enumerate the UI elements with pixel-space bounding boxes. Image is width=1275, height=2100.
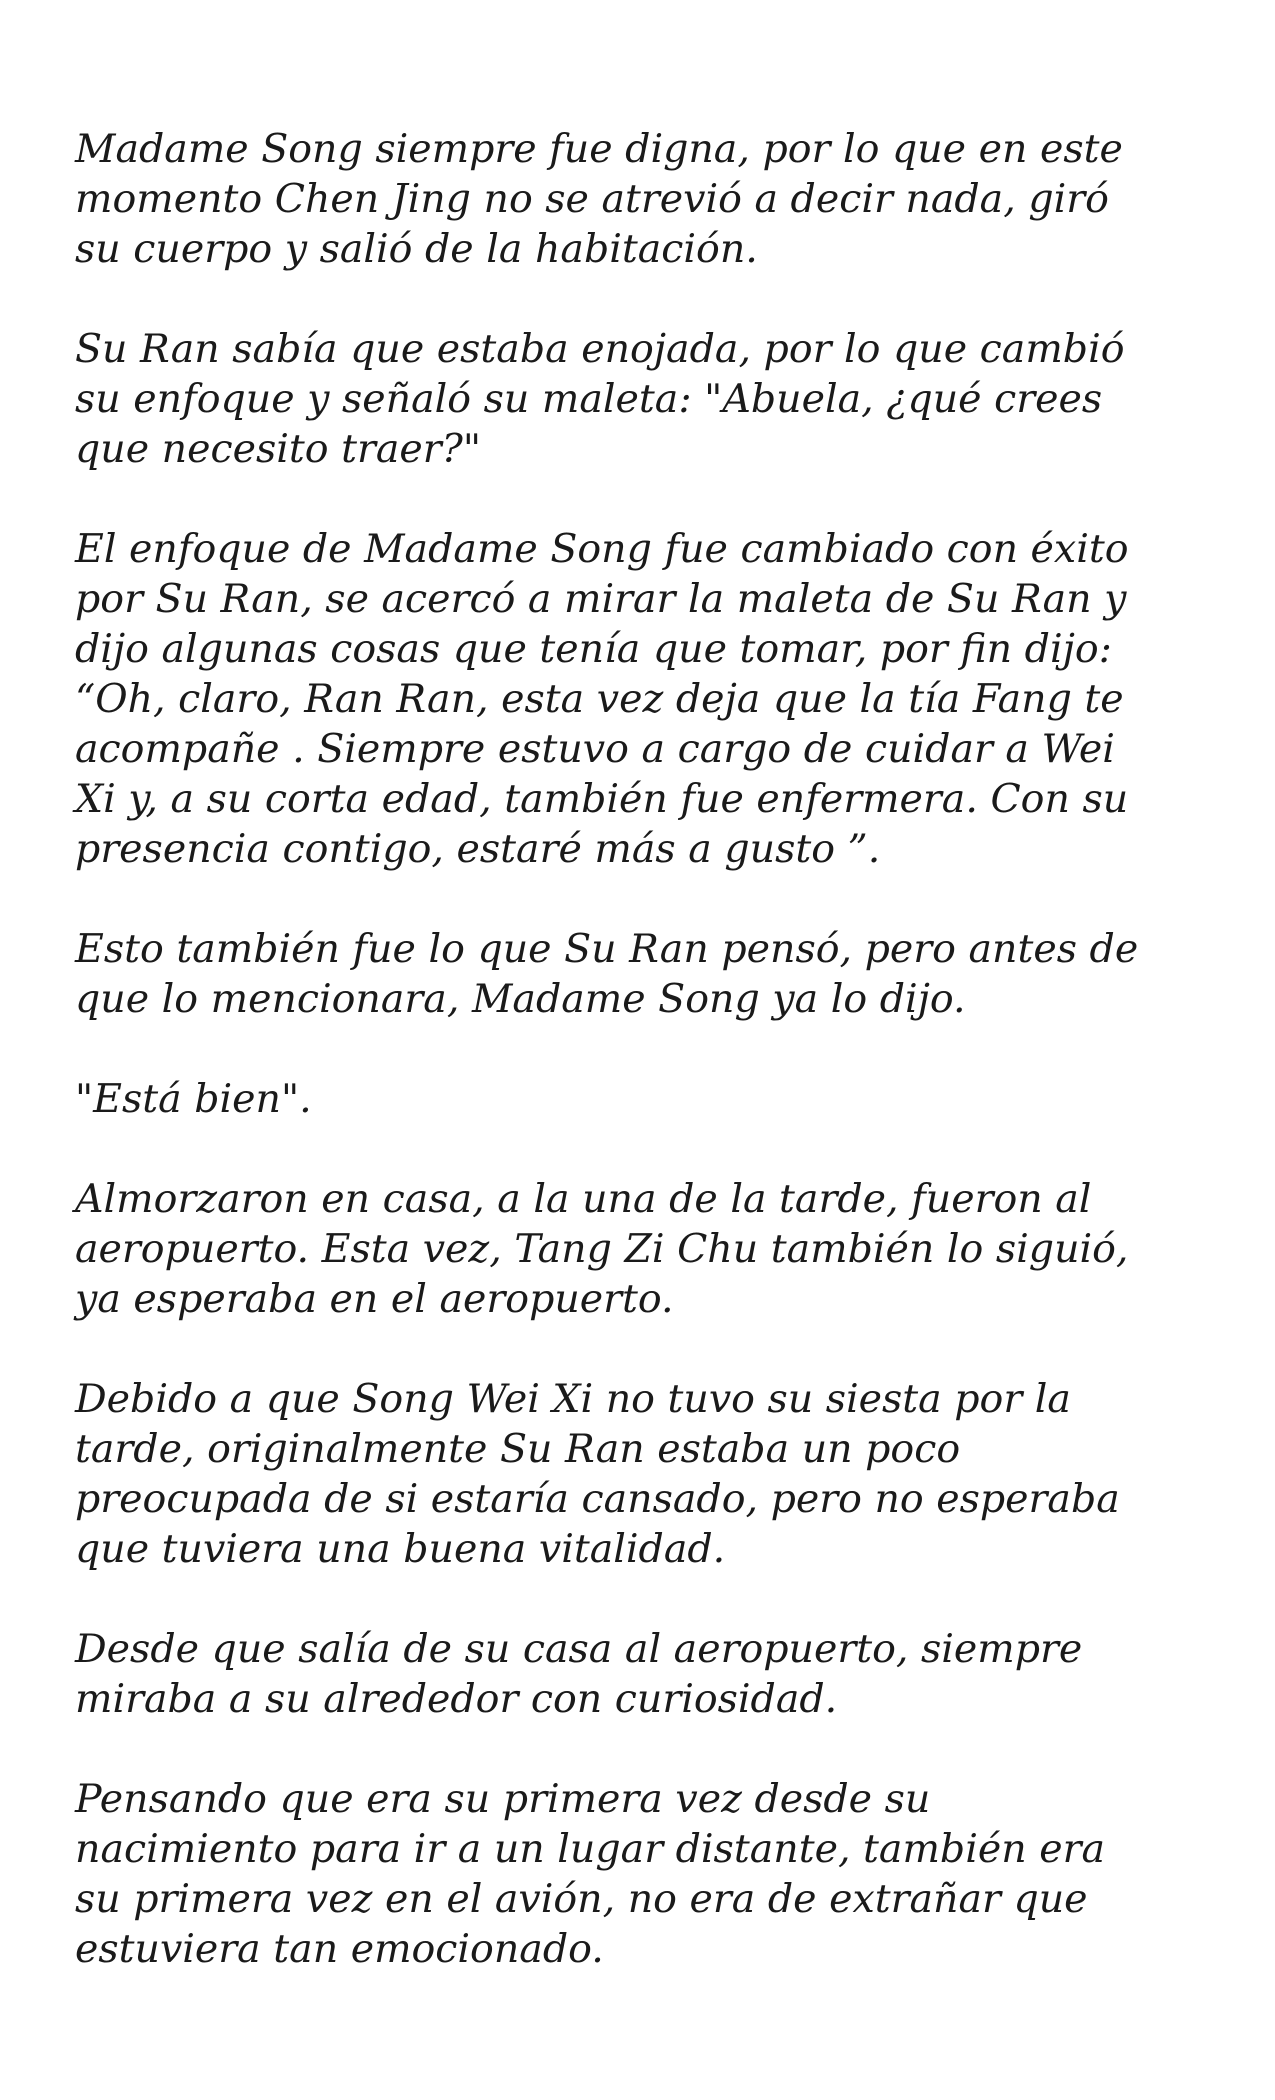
paragraph-1: Madame Song siempre fue digna, por lo que en este momento Chen Jing no se atrevió a decir nada, giró su cuerpo y salió de la habitación. [75,126,1123,272]
paragraph-3: El enfoque de Madame Song fue cambiado con éxito por Su Ran, se acercó a mirar la maleta de Su Ran y dijo algunas cosas que tenía que tomar, por fin dijo: “Oh, claro, Ran Ran, esta vez deja que la tía Fang te acompañe . Siempre estuvo a cargo de cuidar a Wei Xi y, a su corta edad, también fue enfermera. Con su presencia contigo, estaré más a gusto ”. [75,526,1129,872]
document-body [75,124,1205,2024]
paragraph-2: Su Ran sabía que estaba enojada, por lo que cambió su enfoque y señaló su maleta: "Abuela, ¿qué crees que necesito traer?" [75,326,1125,472]
paragraph-5: "Está bien". [75,1076,312,1122]
paragraph-7: Debido a que Song Wei Xi no tuvo su siesta por la tarde, originalmente Su Ran estaba un poco preocupada de si estaría cansado, pero no esperaba que tuviera una buena vitalidad. [75,1376,1120,1572]
paragraph-9: Pensando que era su primera vez desde su nacimiento para ir a un lugar distante, también era su primera vez en el avión, no era de extrañar que estuviera tan emocionado. [75,1776,1106,1972]
paragraph-6: Almorzaron en casa, a la una de la tarde, fueron al aeropuerto. Esta vez, Tang Zi Chu también lo siguió, ya esperaba en el aeropuerto. [75,1176,1129,1322]
paragraph-4: Esto también fue lo que Su Ran pensó, pero antes de que lo mencionara, Madame Song ya lo dijo. [75,926,1139,1022]
paragraph-8: Desde que salía de su casa al aeropuerto, siempre miraba a su alrededor con curiosidad. [75,1626,1083,1722]
